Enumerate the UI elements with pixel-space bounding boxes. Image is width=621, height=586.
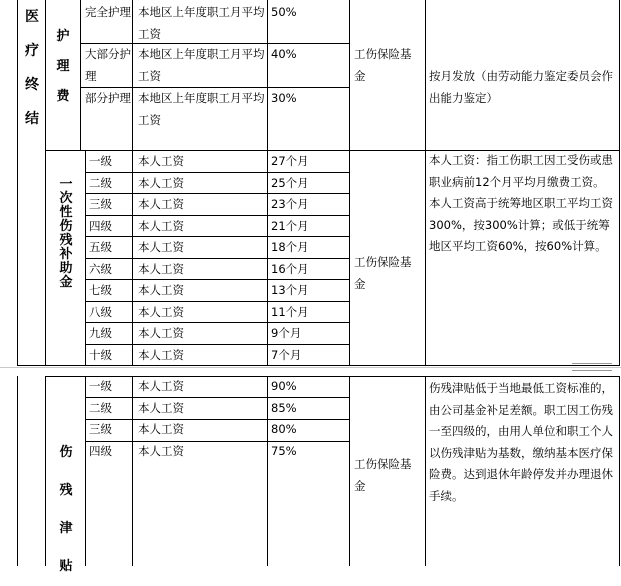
medical-conclusion-label: 医 疗 终 结 — [25, 9, 39, 127]
lump-sum-note: 本人工资：指工伤职工因工受伤或患职业病前12个月平均月缴费工资。本人工资高于统筹地区职工平均工资300%，按300%计算；或低于统筹地区平均工资60%，按60%计算。 — [429, 153, 613, 253]
allowance-row-amount: 85% — [271, 400, 297, 415]
lump-sum-row-base: 本人工资 — [138, 283, 184, 297]
lump-sum-label: 一 次 性 伤 残 补 助 金 — [59, 177, 73, 290]
allowance-row-level: 三级 — [89, 422, 112, 437]
allowance-row-base: 本人工资 — [138, 444, 184, 459]
lump-sum-row-level: 七级 — [89, 283, 112, 297]
care-level-full: 完全护理 — [85, 5, 131, 19]
lump-sum-row-amount: 27个月 — [271, 154, 309, 168]
allowance-row-amount: 90% — [271, 379, 297, 393]
lump-sum-row-level: 四级 — [89, 218, 112, 233]
lump-sum-row-amount: 9个月 — [271, 326, 302, 340]
care-level-partial: 部分护理 — [85, 91, 131, 105]
care-amount-partial: 30% — [271, 91, 297, 105]
lump-sum-row-level: 九级 — [89, 326, 112, 340]
allowance-row-base: 本人工资 — [138, 400, 184, 415]
lump-sum-row-base: 本人工资 — [138, 261, 184, 276]
care-fee-label: 护 理 费 — [56, 29, 70, 104]
care-level-most: 大部分护理 — [85, 47, 131, 83]
allowance-row-base: 本人工资 — [138, 379, 184, 393]
care-base-most: 本地区上年度职工月平均工资 — [138, 47, 265, 83]
allowance-row-level: 一级 — [89, 379, 112, 393]
lump-sum-row-amount: 25个月 — [271, 175, 309, 190]
allowance-payer: 工伤保险基金 — [354, 457, 412, 493]
care-payer: 工伤保险基金 — [354, 47, 412, 83]
lump-sum-row-amount: 13个月 — [271, 283, 309, 297]
lump-sum-row-level: 十级 — [89, 347, 112, 362]
lump-sum-row-amount: 23个月 — [271, 197, 309, 211]
page-break-marker — [572, 363, 612, 371]
page-break-line — [0, 367, 621, 368]
lump-sum-row-base: 本人工资 — [138, 326, 184, 340]
lump-sum-row-base: 本人工资 — [138, 240, 184, 254]
lump-sum-row-level: 八级 — [89, 304, 112, 319]
allowance-row-level: 四级 — [89, 444, 112, 459]
lump-sum-row-level: 二级 — [89, 175, 112, 190]
allowance-row-amount: 80% — [271, 422, 297, 437]
lump-sum-row-amount: 7个月 — [271, 347, 302, 362]
lump-sum-row-amount: 11个月 — [271, 304, 309, 319]
lump-sum-row-base: 本人工资 — [138, 218, 184, 233]
care-base-partial: 本地区上年度职工月平均工资 — [138, 91, 265, 127]
lump-sum-row-base: 本人工资 — [138, 154, 184, 168]
lump-sum-row-level: 六级 — [89, 261, 112, 276]
lump-sum-row-level: 一级 — [89, 154, 112, 168]
allowance-row-level: 二级 — [89, 400, 112, 415]
care-amount-most: 40% — [271, 47, 297, 61]
care-base-full: 本地区上年度职工月平均工资 — [138, 5, 265, 41]
care-amount-full: 50% — [271, 5, 297, 19]
benefits-table-part-1 — [17, 0, 620, 366]
lump-sum-row-base: 本人工资 — [138, 304, 184, 319]
disability-allowance-label: 伤 残 津 贴 — [59, 445, 73, 574]
lump-sum-row-level: 三级 — [89, 197, 112, 211]
lump-sum-row-amount: 18个月 — [271, 240, 309, 254]
lump-sum-row-amount: 21个月 — [271, 218, 309, 233]
care-note: 按月发放（由劳动能力鉴定委员会作出能力鉴定） — [429, 69, 613, 105]
allowance-row-base: 本人工资 — [138, 422, 184, 437]
lump-sum-row-base: 本人工资 — [138, 197, 184, 211]
lump-sum-row-base: 本人工资 — [138, 347, 184, 362]
allowance-row-amount: 75% — [271, 444, 297, 459]
lump-sum-row-base: 本人工资 — [138, 175, 184, 190]
lump-sum-row-level: 五级 — [89, 240, 112, 254]
lump-sum-payer: 工伤保险基金 — [354, 255, 412, 291]
benefits-table-part-2 — [17, 376, 620, 574]
lump-sum-row-amount: 16个月 — [271, 261, 309, 276]
allowance-note: 伤残津贴低于当地最低工资标准的，由公司基金补足差额。职工因工伤残一至四级的，由用人单位和职工个人以伤残津贴为基数，缴纳基本医疗保险费。达到退休年龄停发并办理退休手续。 — [429, 381, 613, 503]
